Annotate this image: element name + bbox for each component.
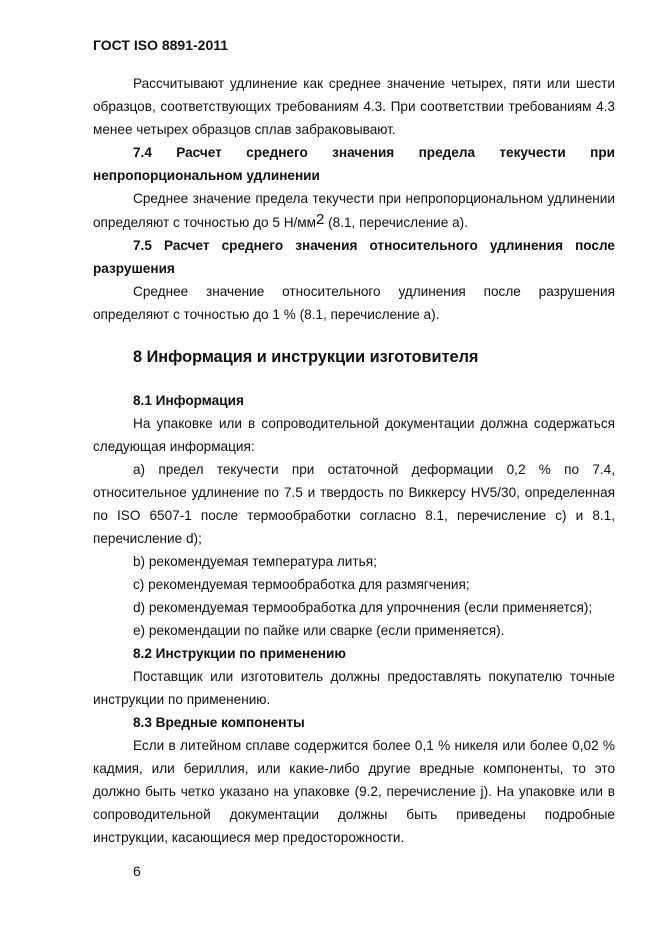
section-7-4-heading-line2: непропорциональном удлинении (93, 168, 320, 183)
list-item-c: c) рекомендуемая термообработка для размягчения; (133, 577, 470, 592)
section-8-3-heading: 8.3 Вредные компоненты (133, 715, 305, 730)
section-8-3-body: Если в литейном сплаве содержится более 0,1 % никеля или более 0,02 % кадмия, или бериллия, или какие-либо другие вредные компоненты, то это должно быть четко указано на упаковке (9.2, перечисление j). На упаковке или в сопроводительной документации должны быть приведены подробные инструкции, касающиеся мер предосторожности. (93, 738, 615, 845)
list-item-a: а) предел текучести при остаточной деформации 0,2 % по 7.4, относительное удлинение по 7.5 и твердость по Виккерсу HV5/30, определенная по ISO 6507-1 после термообработки согласно 8.1, перечисление с) и 8.1, перечисление d); (93, 462, 615, 546)
section-7-5-body: Среднее значение относительного удлинения после разрушения определяют с точностью до 1 % (8.1, перечисление а). (93, 284, 615, 322)
section-7-4-body-post: (8.1, перечисление a). (324, 215, 468, 230)
paragraph-elongation: Рассчитывают удлинение как среднее значение четырех, пяти или шести образцов, соответствующих требованиям 4.3. При соответствии требованиям 4.3 менее четырех образцов сплав забраковывают. (93, 76, 615, 137)
list-item-d: d) рекомендуемая термообработка для упрочнения (если применяется); (133, 600, 593, 615)
section-8-2-body: Поставщик или изготовитель должны предоставлять покупателю точные инструкции по применению. (93, 669, 615, 707)
section-7-4-heading-line1: 7.4 Расчет среднего значения предела текучести при (133, 145, 615, 160)
page-number: 6 (133, 863, 141, 879)
list-item-b: b) рекомендуемая температура литья; (133, 554, 377, 569)
section-7-4-body-pre: определяют с точностью до 5 Н/мм (93, 215, 317, 230)
document-page (93, 34, 615, 849)
section-7-4-body-line1: Среднее значение предела текучести при непропорциональном удлинении (133, 191, 615, 206)
section-7-5-heading-line2: разрушения (93, 261, 175, 276)
section-8-1-intro: На упаковке или в сопроводительной документации должна содержаться следующая информация: (93, 416, 615, 454)
section-8-1-heading: 8.1 Информация (133, 393, 244, 408)
section-7-5-heading-line1: 7.5 Расчет среднего значения относительного удлинения после (133, 238, 615, 253)
section-8-title: 8 Информация и инструкции изготовителя (133, 348, 479, 366)
section-8-2-heading: 8.2 Инструкции по применению (133, 646, 346, 661)
section-7-4-superscript: 2 (316, 211, 325, 228)
standard-header: ГОСТ ISO 8891-2011 (93, 37, 229, 53)
section-7-4-body-line2 (93, 211, 615, 234)
list-item-e: е) рекомендации по пайке или сварке (если применяется). (133, 623, 505, 638)
